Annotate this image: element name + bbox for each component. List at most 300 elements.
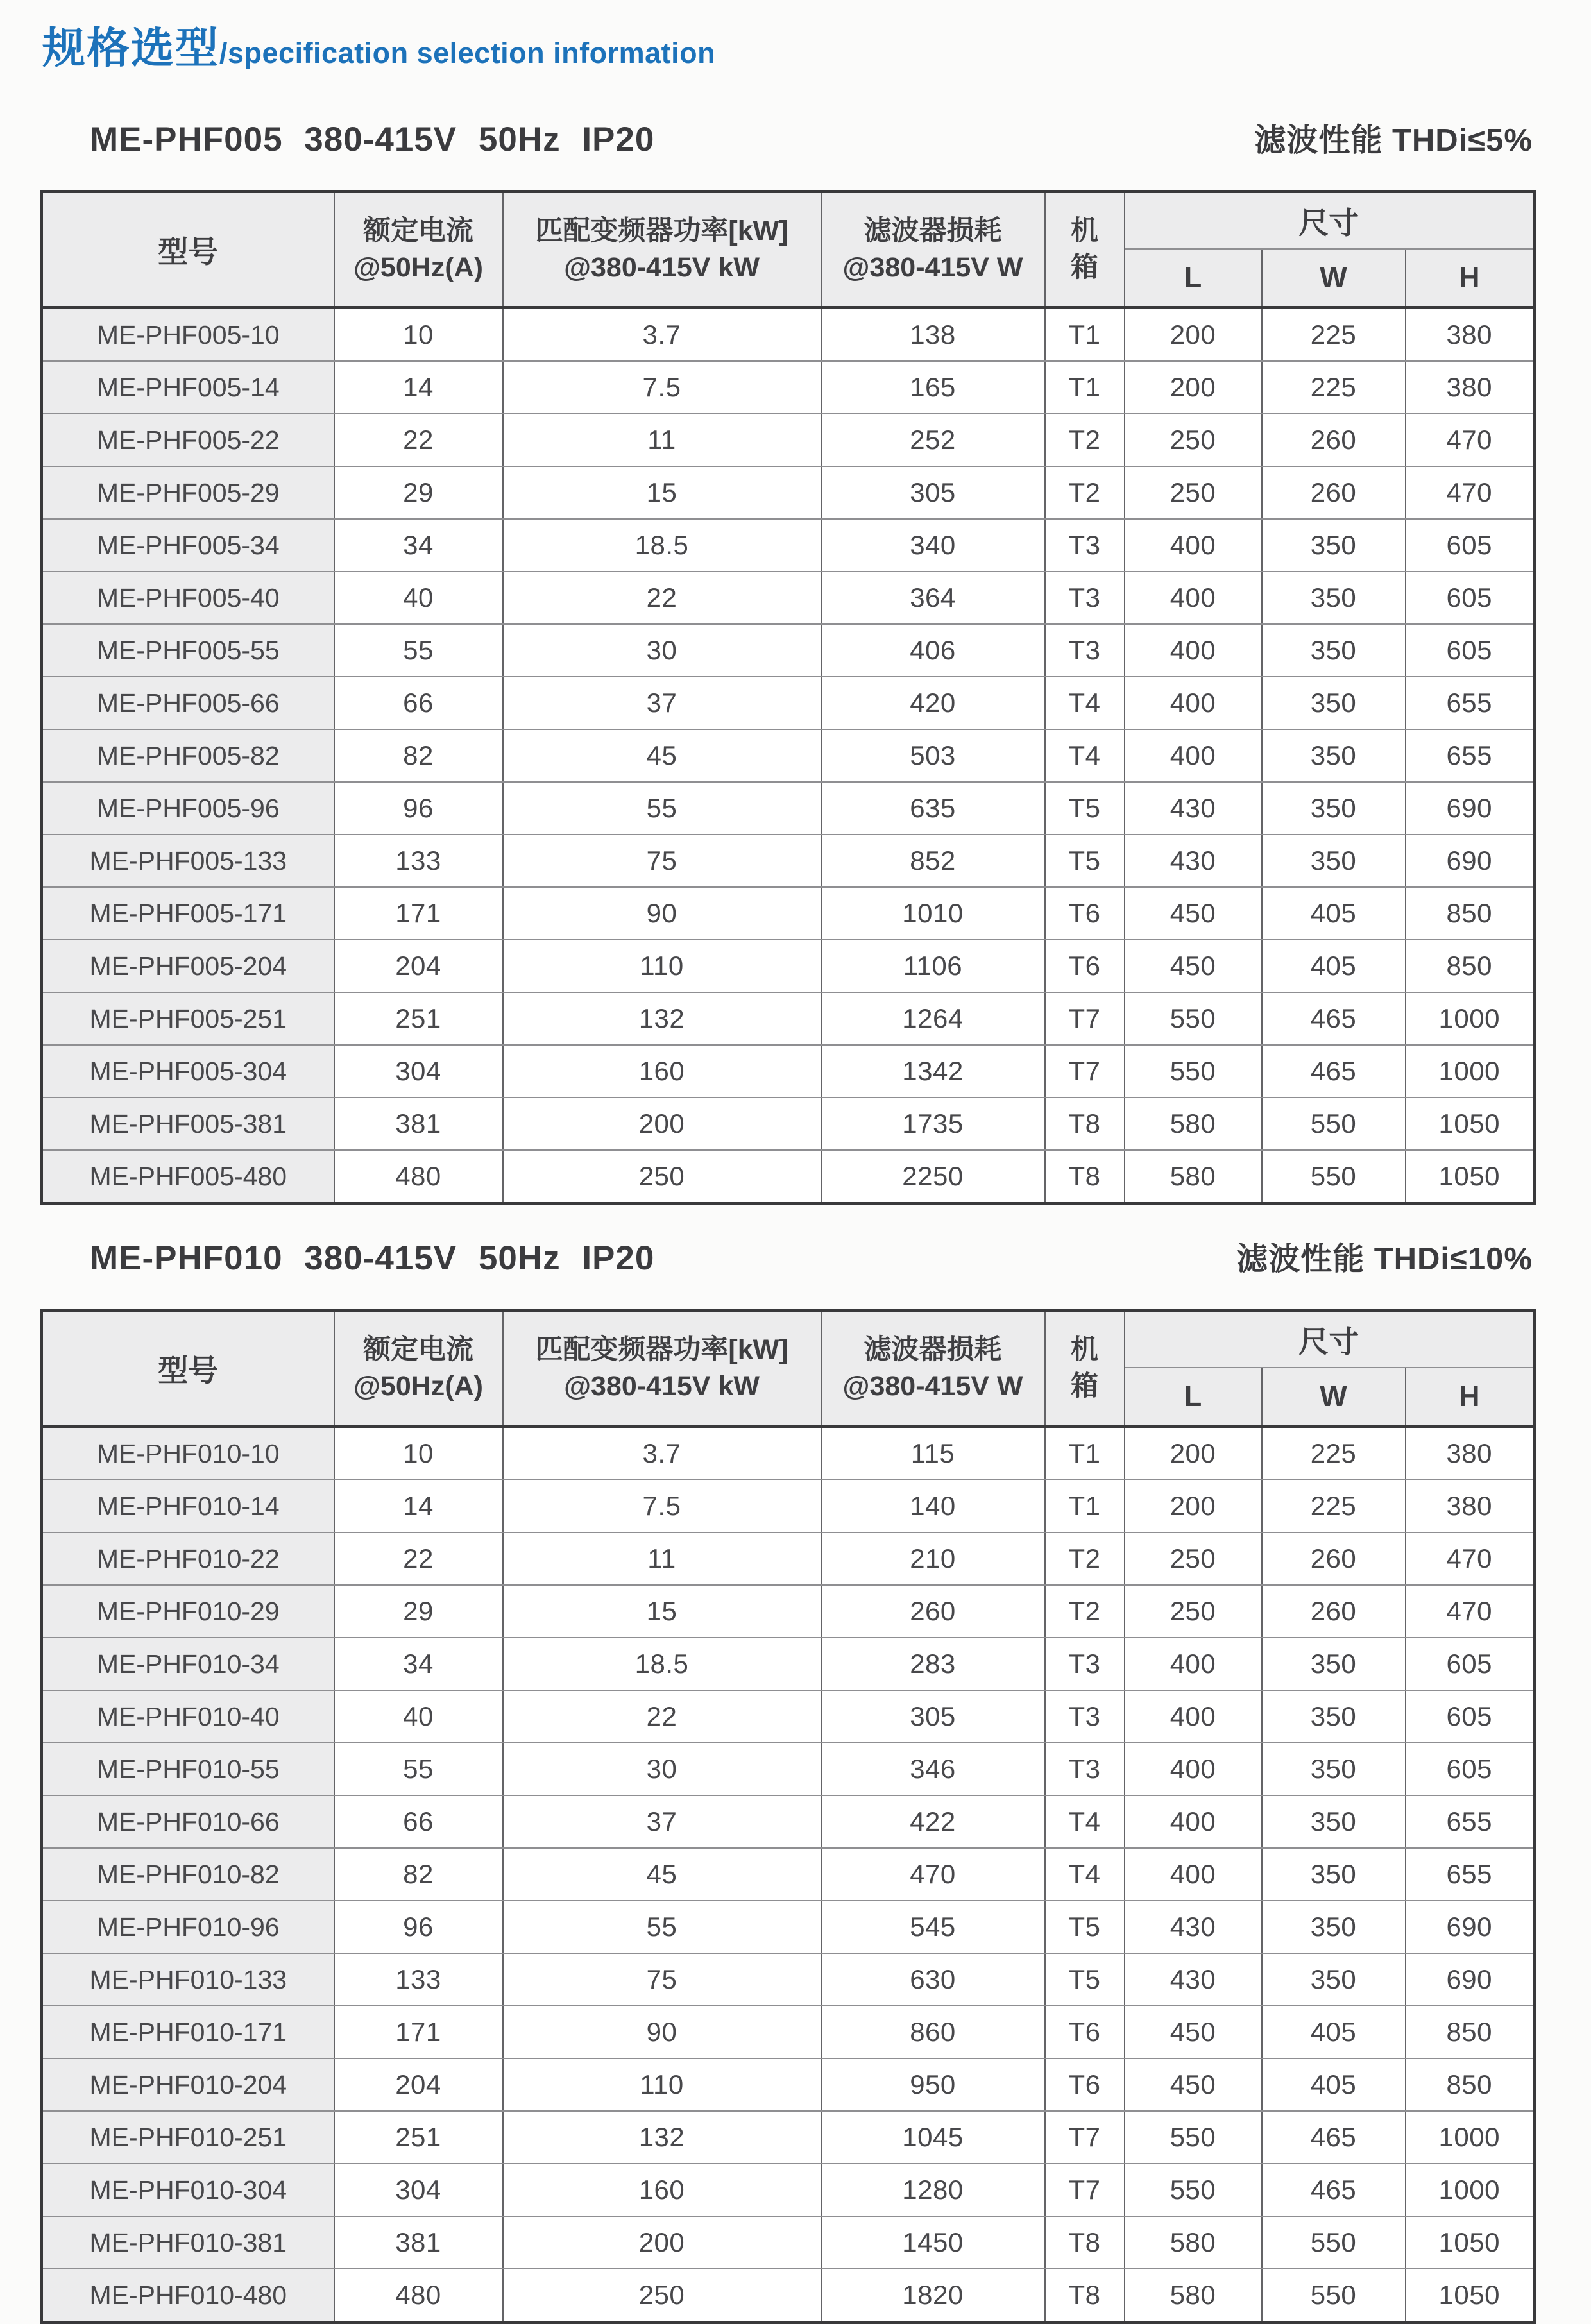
enclosure-cell: T8 [1045, 2269, 1125, 2323]
model-cell: ME-PHF005-34 [42, 519, 334, 572]
table-row [42, 940, 1535, 992]
enclosure-cell: T3 [1045, 572, 1125, 624]
column-header-inverter-power-line1: 匹配变频器功率[kW] [535, 1334, 788, 1366]
inverter-power-cell: 11 [503, 1532, 821, 1585]
dim-w-cell: 350 [1262, 782, 1406, 835]
table-row [42, 519, 1535, 572]
inverter-power-cell: 18.5 [503, 1638, 821, 1690]
column-header-dim-l: L [1125, 249, 1262, 308]
dim-h-cell: 380 [1406, 308, 1535, 362]
enclosure-cell: T4 [1045, 1848, 1125, 1901]
model-cell: ME-PHF010-22 [42, 1532, 334, 1585]
filter-loss-cell: 340 [821, 519, 1045, 572]
table-row [42, 308, 1535, 362]
dim-h-cell: 605 [1406, 624, 1535, 677]
inverter-power-cell: 90 [503, 2006, 821, 2058]
filter-loss-cell: 346 [821, 1743, 1045, 1795]
enclosure-cell: T6 [1045, 2058, 1125, 2111]
model-cell: ME-PHF005-22 [42, 414, 334, 466]
dim-l-cell: 430 [1125, 782, 1262, 835]
inverter-power-cell: 22 [503, 1690, 821, 1743]
model-cell: ME-PHF010-133 [42, 1953, 334, 2006]
dim-l-cell: 550 [1125, 1045, 1262, 1098]
inverter-power-cell: 22 [503, 572, 821, 624]
dim-h-cell: 655 [1406, 1795, 1535, 1848]
model-cell: ME-PHF005-480 [42, 1150, 334, 1204]
model-cell: ME-PHF005-40 [42, 572, 334, 624]
rated-current-cell: 96 [334, 782, 503, 835]
model-cell: ME-PHF010-40 [42, 1690, 334, 1743]
dim-l-cell: 550 [1125, 992, 1262, 1045]
dim-h-cell: 1000 [1406, 2164, 1535, 2216]
dim-w-cell: 225 [1262, 1427, 1406, 1480]
rated-current-cell: 204 [334, 940, 503, 992]
dim-w-cell: 350 [1262, 1848, 1406, 1901]
section-phf010-title: ME-PHF010 380-415V 50Hz IP20 [90, 1239, 655, 1277]
rated-current-cell: 304 [334, 2164, 503, 2216]
rated-current-cell: 251 [334, 2111, 503, 2164]
dim-h-cell: 380 [1406, 1480, 1535, 1532]
dim-w-cell: 350 [1262, 572, 1406, 624]
rated-current-cell: 171 [334, 2006, 503, 2058]
dim-l-cell: 580 [1125, 2269, 1262, 2323]
dim-h-cell: 605 [1406, 1690, 1535, 1743]
column-header-inverter-power [503, 192, 821, 308]
rated-current-cell: 40 [334, 1690, 503, 1743]
filter-loss-cell: 406 [821, 624, 1045, 677]
model-cell: ME-PHF005-304 [42, 1045, 334, 1098]
table-row [42, 1585, 1535, 1638]
filter-loss-cell: 1450 [821, 2216, 1045, 2269]
dim-h-cell: 1050 [1406, 2216, 1535, 2269]
table-row [42, 677, 1535, 729]
enclosure-cell: T1 [1045, 308, 1125, 362]
section-phf005 [40, 115, 1533, 1205]
dim-h-cell: 605 [1406, 1743, 1535, 1795]
inverter-power-cell: 37 [503, 677, 821, 729]
column-header-model: 型号 [42, 1310, 334, 1427]
inverter-power-cell: 30 [503, 624, 821, 677]
table-row [42, 1638, 1535, 1690]
dim-h-cell: 850 [1406, 2006, 1535, 2058]
dim-w-cell: 260 [1262, 1532, 1406, 1585]
rated-current-cell: 171 [334, 887, 503, 940]
dim-w-cell: 350 [1262, 677, 1406, 729]
model-cell: ME-PHF010-304 [42, 2164, 334, 2216]
rated-current-cell: 22 [334, 1532, 503, 1585]
enclosure-cell: T7 [1045, 992, 1125, 1045]
rated-current-cell: 66 [334, 1795, 503, 1848]
model-cell: ME-PHF005-66 [42, 677, 334, 729]
dim-l-cell: 200 [1125, 308, 1262, 362]
model-cell: ME-PHF010-10 [42, 1427, 334, 1480]
rated-current-cell: 96 [334, 1901, 503, 1953]
column-header-dim-l: L [1125, 1368, 1262, 1427]
enclosure-cell: T1 [1045, 361, 1125, 414]
dim-w-cell: 550 [1262, 2216, 1406, 2269]
dim-h-cell: 690 [1406, 782, 1535, 835]
table-header [42, 1310, 1535, 1427]
filter-loss-cell: 470 [821, 1848, 1045, 1901]
dim-w-cell: 550 [1262, 2269, 1406, 2323]
filter-loss-cell: 860 [821, 2006, 1045, 2058]
filter-loss-cell: 305 [821, 466, 1045, 519]
inverter-power-cell: 45 [503, 1848, 821, 1901]
model-cell: ME-PHF005-14 [42, 361, 334, 414]
column-header-enclosure-line2: 箱 [1071, 1371, 1098, 1402]
column-header-rated-current-line1: 额定电流 [363, 216, 473, 247]
dim-h-cell: 380 [1406, 1427, 1535, 1480]
inverter-power-cell: 200 [503, 2216, 821, 2269]
dim-l-cell: 550 [1125, 2164, 1262, 2216]
column-header-rated-current-line2: @50Hz(A) [353, 252, 483, 283]
dim-w-cell: 465 [1262, 2164, 1406, 2216]
dim-h-cell: 1050 [1406, 2269, 1535, 2323]
table-row [42, 887, 1535, 940]
filter-loss-cell: 1106 [821, 940, 1045, 992]
column-header-dim-h: H [1406, 1368, 1535, 1427]
dim-w-cell: 225 [1262, 308, 1406, 362]
dim-h-cell: 655 [1406, 1848, 1535, 1901]
column-header-filter-loss-line2: @380-415V W [842, 1371, 1023, 1402]
rated-current-cell: 251 [334, 992, 503, 1045]
dim-h-cell: 1050 [1406, 1150, 1535, 1204]
enclosure-cell: T3 [1045, 1743, 1125, 1795]
rated-current-cell: 133 [334, 1953, 503, 2006]
column-header-rated-current [334, 1310, 503, 1427]
column-header-filter-loss-line2: @380-415V W [842, 252, 1023, 283]
enclosure-cell: T5 [1045, 1901, 1125, 1953]
dim-l-cell: 200 [1125, 361, 1262, 414]
filter-loss-cell: 115 [821, 1427, 1045, 1480]
dim-h-cell: 655 [1406, 729, 1535, 782]
model-cell: ME-PHF005-10 [42, 308, 334, 362]
column-header-dim-h: H [1406, 249, 1535, 308]
inverter-power-cell: 11 [503, 414, 821, 466]
dim-h-cell: 470 [1406, 1532, 1535, 1585]
table-body [42, 1427, 1535, 2323]
inverter-power-cell: 250 [503, 2269, 821, 2323]
enclosure-cell: T3 [1045, 624, 1125, 677]
table-row [42, 835, 1535, 887]
table-row [42, 2216, 1535, 2269]
dim-l-cell: 450 [1125, 2006, 1262, 2058]
spec-table-phf010 [40, 1309, 1536, 2324]
dim-h-cell: 690 [1406, 835, 1535, 887]
table-row [42, 414, 1535, 466]
model-cell: ME-PHF005-133 [42, 835, 334, 887]
dim-h-cell: 690 [1406, 1953, 1535, 2006]
filter-loss-cell: 364 [821, 572, 1045, 624]
inverter-power-cell: 250 [503, 1150, 821, 1204]
model-cell: ME-PHF005-55 [42, 624, 334, 677]
column-header-dim-w: W [1262, 1368, 1406, 1427]
model-cell: ME-PHF005-96 [42, 782, 334, 835]
dim-w-cell: 350 [1262, 1901, 1406, 1953]
dim-w-cell: 405 [1262, 2058, 1406, 2111]
filter-loss-cell: 140 [821, 1480, 1045, 1532]
enclosure-cell: T2 [1045, 1532, 1125, 1585]
filter-loss-cell: 1010 [821, 887, 1045, 940]
enclosure-cell: T7 [1045, 2111, 1125, 2164]
filter-loss-cell: 1342 [821, 1045, 1045, 1098]
inverter-power-cell: 160 [503, 2164, 821, 2216]
rated-current-cell: 304 [334, 1045, 503, 1098]
model-cell: ME-PHF005-82 [42, 729, 334, 782]
rated-current-cell: 82 [334, 729, 503, 782]
dim-h-cell: 655 [1406, 677, 1535, 729]
column-header-filter-loss-line1: 滤波器损耗 [864, 216, 1002, 247]
dim-w-cell: 350 [1262, 1743, 1406, 1795]
dim-w-cell: 550 [1262, 1098, 1406, 1150]
dim-l-cell: 250 [1125, 1532, 1262, 1585]
enclosure-cell: T6 [1045, 940, 1125, 992]
rated-current-cell: 34 [334, 519, 503, 572]
enclosure-cell: T4 [1045, 729, 1125, 782]
rated-current-cell: 381 [334, 2216, 503, 2269]
column-header-filter-loss [821, 1310, 1045, 1427]
dim-w-cell: 405 [1262, 940, 1406, 992]
inverter-power-cell: 132 [503, 2111, 821, 2164]
dim-l-cell: 400 [1125, 1743, 1262, 1795]
filter-loss-cell: 210 [821, 1532, 1045, 1585]
dim-l-cell: 250 [1125, 466, 1262, 519]
inverter-power-cell: 90 [503, 887, 821, 940]
model-cell: ME-PHF010-66 [42, 1795, 334, 1848]
table-row [42, 572, 1535, 624]
dim-l-cell: 250 [1125, 1585, 1262, 1638]
dim-h-cell: 1000 [1406, 1045, 1535, 1098]
dim-w-cell: 225 [1262, 361, 1406, 414]
table-row [42, 1098, 1535, 1150]
filter-loss-cell: 635 [821, 782, 1045, 835]
table-row [42, 1743, 1535, 1795]
dim-l-cell: 450 [1125, 940, 1262, 992]
dim-h-cell: 850 [1406, 2058, 1535, 2111]
section-phf010-header [40, 1234, 1533, 1279]
rated-current-cell: 40 [334, 572, 503, 624]
table-row [42, 1953, 1535, 2006]
rated-current-cell: 204 [334, 2058, 503, 2111]
filter-loss-cell: 545 [821, 1901, 1045, 1953]
dim-h-cell: 380 [1406, 361, 1535, 414]
column-header-model: 型号 [42, 192, 334, 308]
filter-loss-cell: 852 [821, 835, 1045, 887]
section-phf005-header [40, 115, 1533, 160]
column-header-inverter-power-line2: @380-415V kW [564, 1371, 760, 1402]
spec-table-phf005 [40, 190, 1536, 1205]
column-header-enclosure-line2: 箱 [1071, 252, 1098, 283]
table-row [42, 782, 1535, 835]
dim-w-cell: 350 [1262, 1953, 1406, 2006]
page-title [42, 14, 715, 76]
model-cell: ME-PHF010-251 [42, 2111, 334, 2164]
table-row [42, 2164, 1535, 2216]
inverter-power-cell: 55 [503, 782, 821, 835]
column-header-filter-loss [821, 192, 1045, 308]
dim-l-cell: 400 [1125, 1690, 1262, 1743]
model-cell: ME-PHF010-480 [42, 2269, 334, 2323]
dim-w-cell: 260 [1262, 466, 1406, 519]
dim-l-cell: 430 [1125, 1901, 1262, 1953]
table-row [42, 1795, 1535, 1848]
rated-current-cell: 10 [334, 308, 503, 362]
enclosure-cell: T7 [1045, 1045, 1125, 1098]
dim-h-cell: 605 [1406, 1638, 1535, 1690]
dim-w-cell: 350 [1262, 519, 1406, 572]
table-row [42, 1532, 1535, 1585]
column-header-filter-loss-line1: 滤波器损耗 [864, 1334, 1002, 1366]
rated-current-cell: 55 [334, 624, 503, 677]
enclosure-cell: T4 [1045, 677, 1125, 729]
dim-l-cell: 580 [1125, 1150, 1262, 1204]
enclosure-cell: T6 [1045, 2006, 1125, 2058]
dim-h-cell: 850 [1406, 887, 1535, 940]
dim-l-cell: 400 [1125, 519, 1262, 572]
table-row [42, 466, 1535, 519]
model-cell: ME-PHF010-381 [42, 2216, 334, 2269]
table-body [42, 308, 1535, 1204]
model-cell: ME-PHF005-29 [42, 466, 334, 519]
filter-loss-cell: 283 [821, 1638, 1045, 1690]
table-row [42, 1150, 1535, 1204]
inverter-power-cell: 30 [503, 1743, 821, 1795]
table-row [42, 2269, 1535, 2323]
table-row [42, 361, 1535, 414]
column-header-enclosure-line1: 机 [1071, 216, 1098, 247]
enclosure-cell: T5 [1045, 835, 1125, 887]
inverter-power-cell: 45 [503, 729, 821, 782]
inverter-power-cell: 15 [503, 1585, 821, 1638]
table-row [42, 1690, 1535, 1743]
enclosure-cell: T3 [1045, 519, 1125, 572]
enclosure-cell: T3 [1045, 1690, 1125, 1743]
filter-loss-cell: 1735 [821, 1098, 1045, 1150]
dim-l-cell: 430 [1125, 1953, 1262, 2006]
dim-h-cell: 605 [1406, 572, 1535, 624]
filter-loss-cell: 950 [821, 2058, 1045, 2111]
dim-l-cell: 400 [1125, 1848, 1262, 1901]
section-phf005-performance: 滤波性能 THDi≤5% [1254, 123, 1533, 158]
column-header-inverter-power-line1: 匹配变频器功率[kW] [535, 216, 788, 247]
filter-loss-cell: 138 [821, 308, 1045, 362]
model-cell: ME-PHF005-251 [42, 992, 334, 1045]
inverter-power-cell: 7.5 [503, 361, 821, 414]
table-row [42, 2111, 1535, 2164]
table-row [42, 1480, 1535, 1532]
filter-loss-cell: 630 [821, 1953, 1045, 2006]
model-cell: ME-PHF010-204 [42, 2058, 334, 2111]
table-row [42, 729, 1535, 782]
model-cell: ME-PHF010-55 [42, 1743, 334, 1795]
column-header-inverter-power-line2: @380-415V kW [564, 252, 760, 283]
model-cell: ME-PHF005-204 [42, 940, 334, 992]
inverter-power-cell: 110 [503, 2058, 821, 2111]
enclosure-cell: T5 [1045, 1953, 1125, 2006]
table-row [42, 2058, 1535, 2111]
table-row [42, 1901, 1535, 1953]
dim-l-cell: 400 [1125, 1795, 1262, 1848]
dim-l-cell: 450 [1125, 2058, 1262, 2111]
filter-loss-cell: 422 [821, 1795, 1045, 1848]
enclosure-cell: T6 [1045, 887, 1125, 940]
dim-l-cell: 400 [1125, 677, 1262, 729]
inverter-power-cell: 132 [503, 992, 821, 1045]
model-cell: ME-PHF010-29 [42, 1585, 334, 1638]
rated-current-cell: 82 [334, 1848, 503, 1901]
filter-loss-cell: 305 [821, 1690, 1045, 1743]
dim-l-cell: 200 [1125, 1427, 1262, 1480]
inverter-power-cell: 18.5 [503, 519, 821, 572]
dim-w-cell: 350 [1262, 1795, 1406, 1848]
table-row [42, 1045, 1535, 1098]
table-header [42, 192, 1535, 308]
section-phf005-title: ME-PHF005 380-415V 50Hz IP20 [90, 121, 655, 158]
model-cell: ME-PHF010-14 [42, 1480, 334, 1532]
model-cell: ME-PHF010-96 [42, 1901, 334, 1953]
dim-l-cell: 200 [1125, 1480, 1262, 1532]
table-row [42, 1427, 1535, 1480]
inverter-power-cell: 75 [503, 1953, 821, 2006]
enclosure-cell: T8 [1045, 1150, 1125, 1204]
dim-h-cell: 690 [1406, 1901, 1535, 1953]
enclosure-cell: T1 [1045, 1427, 1125, 1480]
dim-h-cell: 1000 [1406, 992, 1535, 1045]
dim-w-cell: 350 [1262, 1690, 1406, 1743]
column-header-dimensions: 尺寸 [1125, 192, 1535, 250]
rated-current-cell: 14 [334, 1480, 503, 1532]
dim-l-cell: 400 [1125, 1638, 1262, 1690]
dim-w-cell: 260 [1262, 414, 1406, 466]
dim-h-cell: 1050 [1406, 1098, 1535, 1150]
enclosure-cell: T8 [1045, 1098, 1125, 1150]
inverter-power-cell: 110 [503, 940, 821, 992]
inverter-power-cell: 37 [503, 1795, 821, 1848]
column-header-rated-current-line1: 额定电流 [363, 1334, 473, 1366]
filter-loss-cell: 1045 [821, 2111, 1045, 2164]
rated-current-cell: 34 [334, 1638, 503, 1690]
rated-current-cell: 29 [334, 466, 503, 519]
rated-current-cell: 381 [334, 1098, 503, 1150]
dim-l-cell: 400 [1125, 624, 1262, 677]
dim-l-cell: 250 [1125, 414, 1262, 466]
dim-w-cell: 260 [1262, 1585, 1406, 1638]
dim-l-cell: 400 [1125, 729, 1262, 782]
dim-w-cell: 350 [1262, 729, 1406, 782]
filter-loss-cell: 2250 [821, 1150, 1045, 1204]
model-cell: ME-PHF010-171 [42, 2006, 334, 2058]
model-cell: ME-PHF010-82 [42, 1848, 334, 1901]
column-header-rated-current-line2: @50Hz(A) [353, 1371, 483, 1402]
rated-current-cell: 133 [334, 835, 503, 887]
inverter-power-cell: 55 [503, 1901, 821, 1953]
filter-loss-cell: 1820 [821, 2269, 1045, 2323]
enclosure-cell: T3 [1045, 1638, 1125, 1690]
filter-loss-cell: 165 [821, 361, 1045, 414]
model-cell: ME-PHF005-381 [42, 1098, 334, 1150]
inverter-power-cell: 15 [503, 466, 821, 519]
inverter-power-cell: 75 [503, 835, 821, 887]
dim-l-cell: 580 [1125, 1098, 1262, 1150]
enclosure-cell: T4 [1045, 1795, 1125, 1848]
dim-w-cell: 405 [1262, 2006, 1406, 2058]
dim-l-cell: 580 [1125, 2216, 1262, 2269]
dim-h-cell: 470 [1406, 1585, 1535, 1638]
column-header-inverter-power [503, 1310, 821, 1427]
section-phf010 [40, 1234, 1533, 2324]
column-header-rated-current [334, 192, 503, 308]
dim-l-cell: 400 [1125, 572, 1262, 624]
